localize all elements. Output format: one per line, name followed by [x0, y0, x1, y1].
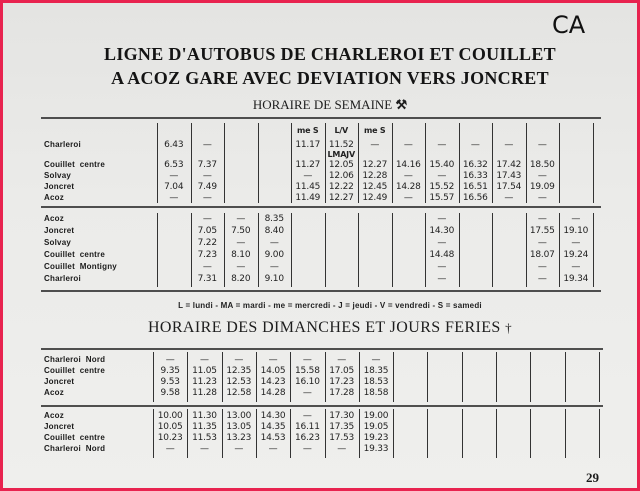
time-cell: 14.16 [395, 160, 421, 170]
time-cell: — [234, 355, 244, 365]
time-cell: — [437, 171, 447, 181]
time-cell: 8.10 [231, 250, 251, 260]
stop-name: Couillet Montigny [44, 262, 117, 271]
time-cell: 6.43 [164, 140, 184, 150]
time-cell: — [269, 262, 279, 272]
time-cell: — [202, 193, 212, 203]
sunday-heading-text: HORAIRE DES DIMANCHES ET JOURS FERIES [147, 319, 501, 336]
time-cell: 15.52 [429, 182, 455, 192]
column-divider [358, 213, 359, 287]
time-cell: — [437, 262, 447, 272]
time-cell: — [165, 355, 175, 365]
time-cell: 9.58 [160, 388, 180, 398]
stop-name: Couillet centre [44, 250, 105, 259]
time-cell: — [269, 238, 279, 248]
time-cell: 11.52 [328, 140, 354, 150]
time-cell: — [234, 444, 244, 454]
stop-name: Solvay [44, 171, 71, 180]
time-cell: 17.23 [329, 377, 355, 387]
time-cell: 12.28 [362, 171, 388, 181]
time-cell: 11.28 [192, 388, 217, 398]
stop-name: Joncret [44, 377, 75, 386]
time-cell: 16.23 [294, 433, 320, 443]
time-cell: 19.34 [563, 274, 589, 284]
stop-name: Charleroi [44, 274, 81, 283]
time-cell: 7.37 [197, 160, 217, 170]
time-cell: — [437, 214, 447, 224]
time-cell: 18.35 [363, 366, 389, 376]
time-cell: 14.28 [260, 388, 286, 398]
time-cell: 6.53 [164, 160, 184, 170]
time-cell: — [470, 140, 480, 150]
column-divider [492, 213, 493, 287]
time-cell: 11.05 [192, 366, 217, 376]
time-cell: 14.30 [260, 411, 286, 421]
time-cell: 17.55 [529, 226, 555, 236]
time-cell: — [302, 388, 312, 398]
column-divider [462, 409, 463, 458]
time-cell: 18.07 [529, 250, 555, 260]
time-cell: — [236, 214, 246, 224]
time-cell: 14.53 [260, 433, 286, 443]
time-cell: 11.45 [295, 182, 321, 192]
stop-name: Charleroi Nord [44, 444, 106, 453]
column-divider [393, 352, 394, 402]
column-subheader: LMAJV [327, 150, 355, 159]
time-cell: 12.27 [362, 160, 388, 170]
column-divider [427, 409, 428, 458]
time-cell: 7.22 [197, 238, 217, 248]
time-cell: 12.35 [226, 366, 252, 376]
time-cell: 7.49 [197, 182, 217, 192]
time-cell: — [537, 274, 547, 284]
time-cell: 13.23 [226, 433, 252, 443]
time-cell: — [303, 171, 313, 181]
time-cell: — [403, 140, 413, 150]
time-cell: 16.51 [462, 182, 488, 192]
dagger-icon: † [505, 320, 513, 335]
time-cell: 11.53 [192, 433, 217, 443]
time-cell: 11.23 [192, 377, 217, 387]
time-cell: 12.05 [328, 160, 354, 170]
column-divider [291, 213, 292, 287]
time-cell: 19.33 [363, 444, 389, 454]
time-cell: — [302, 411, 312, 421]
time-cell: 19.24 [563, 250, 589, 260]
time-cell: 14.05 [260, 366, 286, 376]
time-cell: — [437, 274, 447, 284]
stop-name: Charleroi [44, 140, 81, 149]
column-divider [530, 409, 531, 458]
sunday-top-rule [41, 348, 603, 350]
time-cell: 7.50 [231, 226, 251, 236]
time-cell: — [537, 140, 547, 150]
time-cell: — [337, 444, 347, 454]
time-cell: 19.05 [363, 422, 389, 432]
stop-name: Solvay [44, 238, 71, 247]
time-cell: 12.49 [362, 193, 388, 203]
time-cell: 13.05 [226, 422, 252, 432]
stop-name: Acoz [44, 411, 64, 420]
time-cell: — [537, 238, 547, 248]
time-cell: 14.35 [260, 422, 286, 432]
time-cell: 17.35 [329, 422, 355, 432]
time-cell: — [202, 214, 212, 224]
time-cell: — [169, 171, 179, 181]
stop-name: Couillet centre [44, 433, 105, 442]
time-cell: — [302, 355, 312, 365]
time-cell: — [165, 444, 175, 454]
time-cell: 9.10 [264, 274, 284, 284]
time-cell: — [403, 171, 413, 181]
sunday-heading [13, 319, 637, 337]
time-cell: — [571, 214, 581, 224]
column-divider [224, 123, 225, 203]
hammer-pick-icon: ⚒ [395, 97, 408, 112]
stop-name: Joncret [44, 226, 75, 235]
column-divider [599, 409, 600, 458]
time-cell: 17.28 [329, 388, 355, 398]
time-cell: 17.30 [329, 411, 355, 421]
time-cell: 16.10 [294, 377, 320, 387]
time-cell: 11.35 [192, 422, 217, 432]
column-divider [496, 409, 497, 458]
time-cell: — [236, 262, 246, 272]
time-cell: — [202, 262, 212, 272]
column-divider [462, 352, 463, 402]
table-mid-rule [41, 206, 601, 208]
column-divider [565, 409, 566, 458]
time-cell: — [371, 355, 381, 365]
time-cell: — [268, 444, 278, 454]
time-cell: 16.32 [462, 160, 488, 170]
stop-name: Acoz [44, 214, 64, 223]
time-cell: — [302, 444, 312, 454]
time-cell: — [571, 238, 581, 248]
stop-name: Acoz [44, 193, 64, 202]
time-cell: 11.27 [295, 160, 321, 170]
time-cell: 16.33 [462, 171, 488, 181]
column-divider [530, 352, 531, 402]
time-cell: — [202, 140, 212, 150]
sunday-mid-rule [41, 405, 603, 407]
time-cell: 19.09 [529, 182, 555, 192]
stop-name: Couillet centre [44, 366, 105, 375]
time-cell: 15.57 [429, 193, 455, 203]
column-divider [392, 213, 393, 287]
table-top-rule [41, 117, 601, 119]
time-cell: 9.53 [160, 377, 180, 387]
time-cell: 17.43 [496, 171, 522, 181]
day-legend: L = lundi - MA = mardi - me = mercredi - J = jeudi - V = vendredi - S = samedi [178, 301, 482, 310]
time-cell: — [268, 355, 278, 365]
time-cell: 7.31 [197, 274, 217, 284]
time-cell: — [370, 140, 380, 150]
time-cell: 10.23 [157, 433, 183, 443]
time-cell: — [337, 355, 347, 365]
stop-name: Charleroi Nord [44, 355, 106, 364]
weekday-heading [13, 97, 637, 113]
column-divider [459, 213, 460, 287]
time-cell: — [236, 238, 246, 248]
column-divider [393, 409, 394, 458]
column-header: L/V [334, 126, 349, 135]
time-cell: 16.11 [294, 422, 320, 432]
column-divider [599, 352, 600, 402]
column-divider [427, 352, 428, 402]
time-cell: 18.50 [529, 160, 555, 170]
time-cell: 14.28 [395, 182, 421, 192]
time-cell: 12.06 [328, 171, 354, 181]
time-cell: 17.05 [329, 366, 355, 376]
column-divider [565, 352, 566, 402]
timetable-page [3, 3, 637, 488]
time-cell: 8.40 [264, 226, 284, 236]
weekday-heading-text: HORAIRE DE SEMAINE [252, 97, 393, 112]
time-cell: — [200, 444, 209, 454]
time-cell: — [403, 193, 413, 203]
time-cell: 9.00 [264, 250, 284, 260]
time-cell: — [537, 171, 547, 181]
time-cell: 11.17 [295, 140, 321, 150]
time-cell: 17.53 [329, 433, 355, 443]
column-divider [325, 213, 326, 287]
stop-name: Acoz [44, 388, 64, 397]
time-cell: 11.30 [192, 411, 217, 421]
time-cell: — [202, 171, 212, 181]
stop-name: Joncret [44, 422, 75, 431]
column-divider [593, 123, 594, 203]
page-number: 29 [586, 470, 599, 485]
time-cell: — [537, 214, 547, 224]
column-header: me S [296, 126, 319, 135]
time-cell: — [437, 238, 447, 248]
column-divider [559, 123, 560, 203]
title-line-2: A ACOZ GARE AVEC DEVIATION VERS JONCRET [111, 68, 549, 88]
time-cell: 7.05 [197, 226, 217, 236]
time-cell: 15.58 [294, 366, 320, 376]
table-bottom-rule [41, 290, 601, 292]
time-cell: 18.53 [363, 377, 389, 387]
time-cell: 15.40 [429, 160, 455, 170]
time-cell: 7.23 [197, 250, 217, 260]
time-cell: 14.23 [260, 377, 286, 387]
time-cell: — [571, 262, 581, 272]
time-cell: 8.20 [231, 274, 251, 284]
column-header: me S [363, 126, 386, 135]
time-cell: 19.00 [363, 411, 389, 421]
time-cell: 19.10 [563, 226, 589, 236]
time-cell: 17.54 [496, 182, 522, 192]
time-cell: 12.27 [328, 193, 354, 203]
time-cell: 14.30 [429, 226, 455, 236]
time-cell: 13.00 [226, 411, 252, 421]
time-cell: 17.42 [496, 160, 522, 170]
stop-name: Joncret [44, 182, 75, 191]
time-cell: — [537, 193, 547, 203]
time-cell: — [200, 355, 209, 365]
time-cell: — [169, 193, 179, 203]
time-cell: — [504, 193, 514, 203]
column-divider [496, 352, 497, 402]
time-cell: — [437, 140, 447, 150]
title-line-1: LIGNE D'AUTOBUS DE CHARLEROI ET COUILLET [104, 44, 556, 64]
time-cell: 18.58 [363, 388, 389, 398]
time-cell: 8.35 [264, 214, 284, 224]
time-cell: 10.00 [157, 411, 183, 421]
time-cell: 12.22 [328, 182, 354, 192]
time-cell: 9.35 [160, 366, 180, 376]
time-cell: 14.48 [429, 250, 455, 260]
time-cell: 11.49 [295, 193, 321, 203]
time-cell: 12.45 [362, 182, 388, 192]
time-cell: — [504, 140, 514, 150]
stop-name: Couillet centre [44, 160, 105, 169]
column-divider [157, 213, 158, 287]
column-divider [258, 123, 259, 203]
time-cell: 10.05 [157, 422, 183, 432]
time-cell: 7.04 [164, 182, 184, 192]
time-cell: 12.53 [226, 377, 252, 387]
time-cell: 12.58 [226, 388, 252, 398]
corner-label: CA [552, 11, 586, 39]
time-cell: 16.56 [462, 193, 488, 203]
column-divider [593, 213, 594, 287]
time-cell: 19.23 [363, 433, 389, 443]
time-cell: — [537, 262, 547, 272]
